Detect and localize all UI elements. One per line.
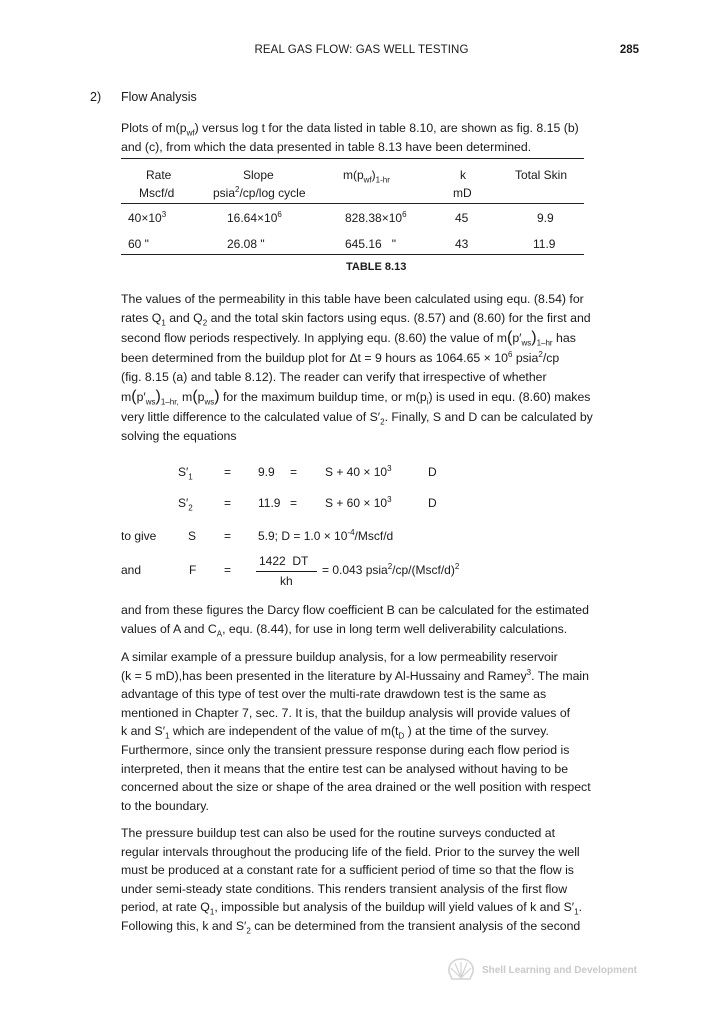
header-k: k [460,168,466,182]
footer-logo [446,957,637,983]
table-top-rule [121,158,584,159]
header-slope-unit: psia$^2$/cp/log cycle [213,185,306,200]
logo-text: Shell Learning and Development [481,964,637,976]
section-number: 2) [90,90,102,104]
table-caption: TABLE 8.13 [346,261,407,273]
header-total-skin: Total Skin [515,168,568,182]
section-title: Flow Analysis [121,90,197,104]
example-paragraph: A similar example of a pressure buildup analysis, for a low permeability reservoir (k = 5 mD),has been presented in the literature by Al-Hussainy and Ramey$^3$. The main advantage of this type of test over the multi-rate drawdown test is the same as mentioned in Chapter 7, sec. 7. It is, that the buildup analysis will provide values of k and $S'_1$ which are independent of the value of $m(t_D$ ) at the time of the survey. Furthermore, since only the transient pressure response during each flow period is interpreted, then it means that the entire test can be analysed without having to be concerned about the size or shape of the area drained or the well position with respect to the boundary. [121,650,591,813]
header-rate: Rate [146,168,172,182]
running-title: REAL GAS FLOW: GAS WELL TESTING [254,44,469,56]
shell-logo-icon [446,957,476,983]
routine-survey-paragraph: The pressure buildup test can also be used for the routine surveys conducted at regular intervals throughout the producing life of the field. Prior to the survey the well must be produced at a constant rate for a sufficient period of time so that the flow is under semi-steady state conditions. This renders transient analysis of the first flow period, at rate $Q_1$, impossible but analysis of the buildup will yield values of k and $S'_1$. Following this, k and $S'_2$ can be determined from the transient analysis of the second [121,826,582,936]
table-header-rule [121,203,584,204]
header-rate-unit: Mscf/d [139,186,175,200]
intro-paragraph: Plots of $m(p_{wf})$ versus log t for the data listed in table 8.10, are shown as fig. 8.15 (b) and (c), from which the data presented in table 8.13 have been determined. [121,121,579,154]
header-k-unit: mD [453,186,472,200]
header-slope: Slope [243,168,274,182]
table-bottom-rule [121,254,584,255]
header-mp: $m(p_{wf})_{1-hr}$ [343,168,390,185]
permeability-paragraph: The values of the permeability in this table have been calculated using equ. (8.54) for rates $Q_1$ and $Q_2$ and the total skin factors using equs. (8.57) and (8.60) for the first and second flow periods respectively. In applying equ. (8.60) the value of $m(p'_{ws})_{1-hr}$ has been determined from the buildup plot for Δt = 9 hours as $1064.65 \times 10^6$ psia$^2$/cp (fig. 8.15 (a) and table 8.12). The reader can verify that irrespective of whether $m(p'_{ws})_{1-hr,}$ $m(p_{ws})$ for the maximum buildup time, or $m(p_i)$ is used in equ. (8.60) makes very little difference to the calculated value of $S'_2$. Finally, S and D can be calculated by solving the equations [121,292,593,443]
page-number: 285 [619,44,639,56]
darcy-paragraph: and from these figures the Darcy flow coefficient B can be calculated for the estimated values of A and $C_A$, equ. (8.44), for use in long term well deliverability calculations. [121,603,589,639]
